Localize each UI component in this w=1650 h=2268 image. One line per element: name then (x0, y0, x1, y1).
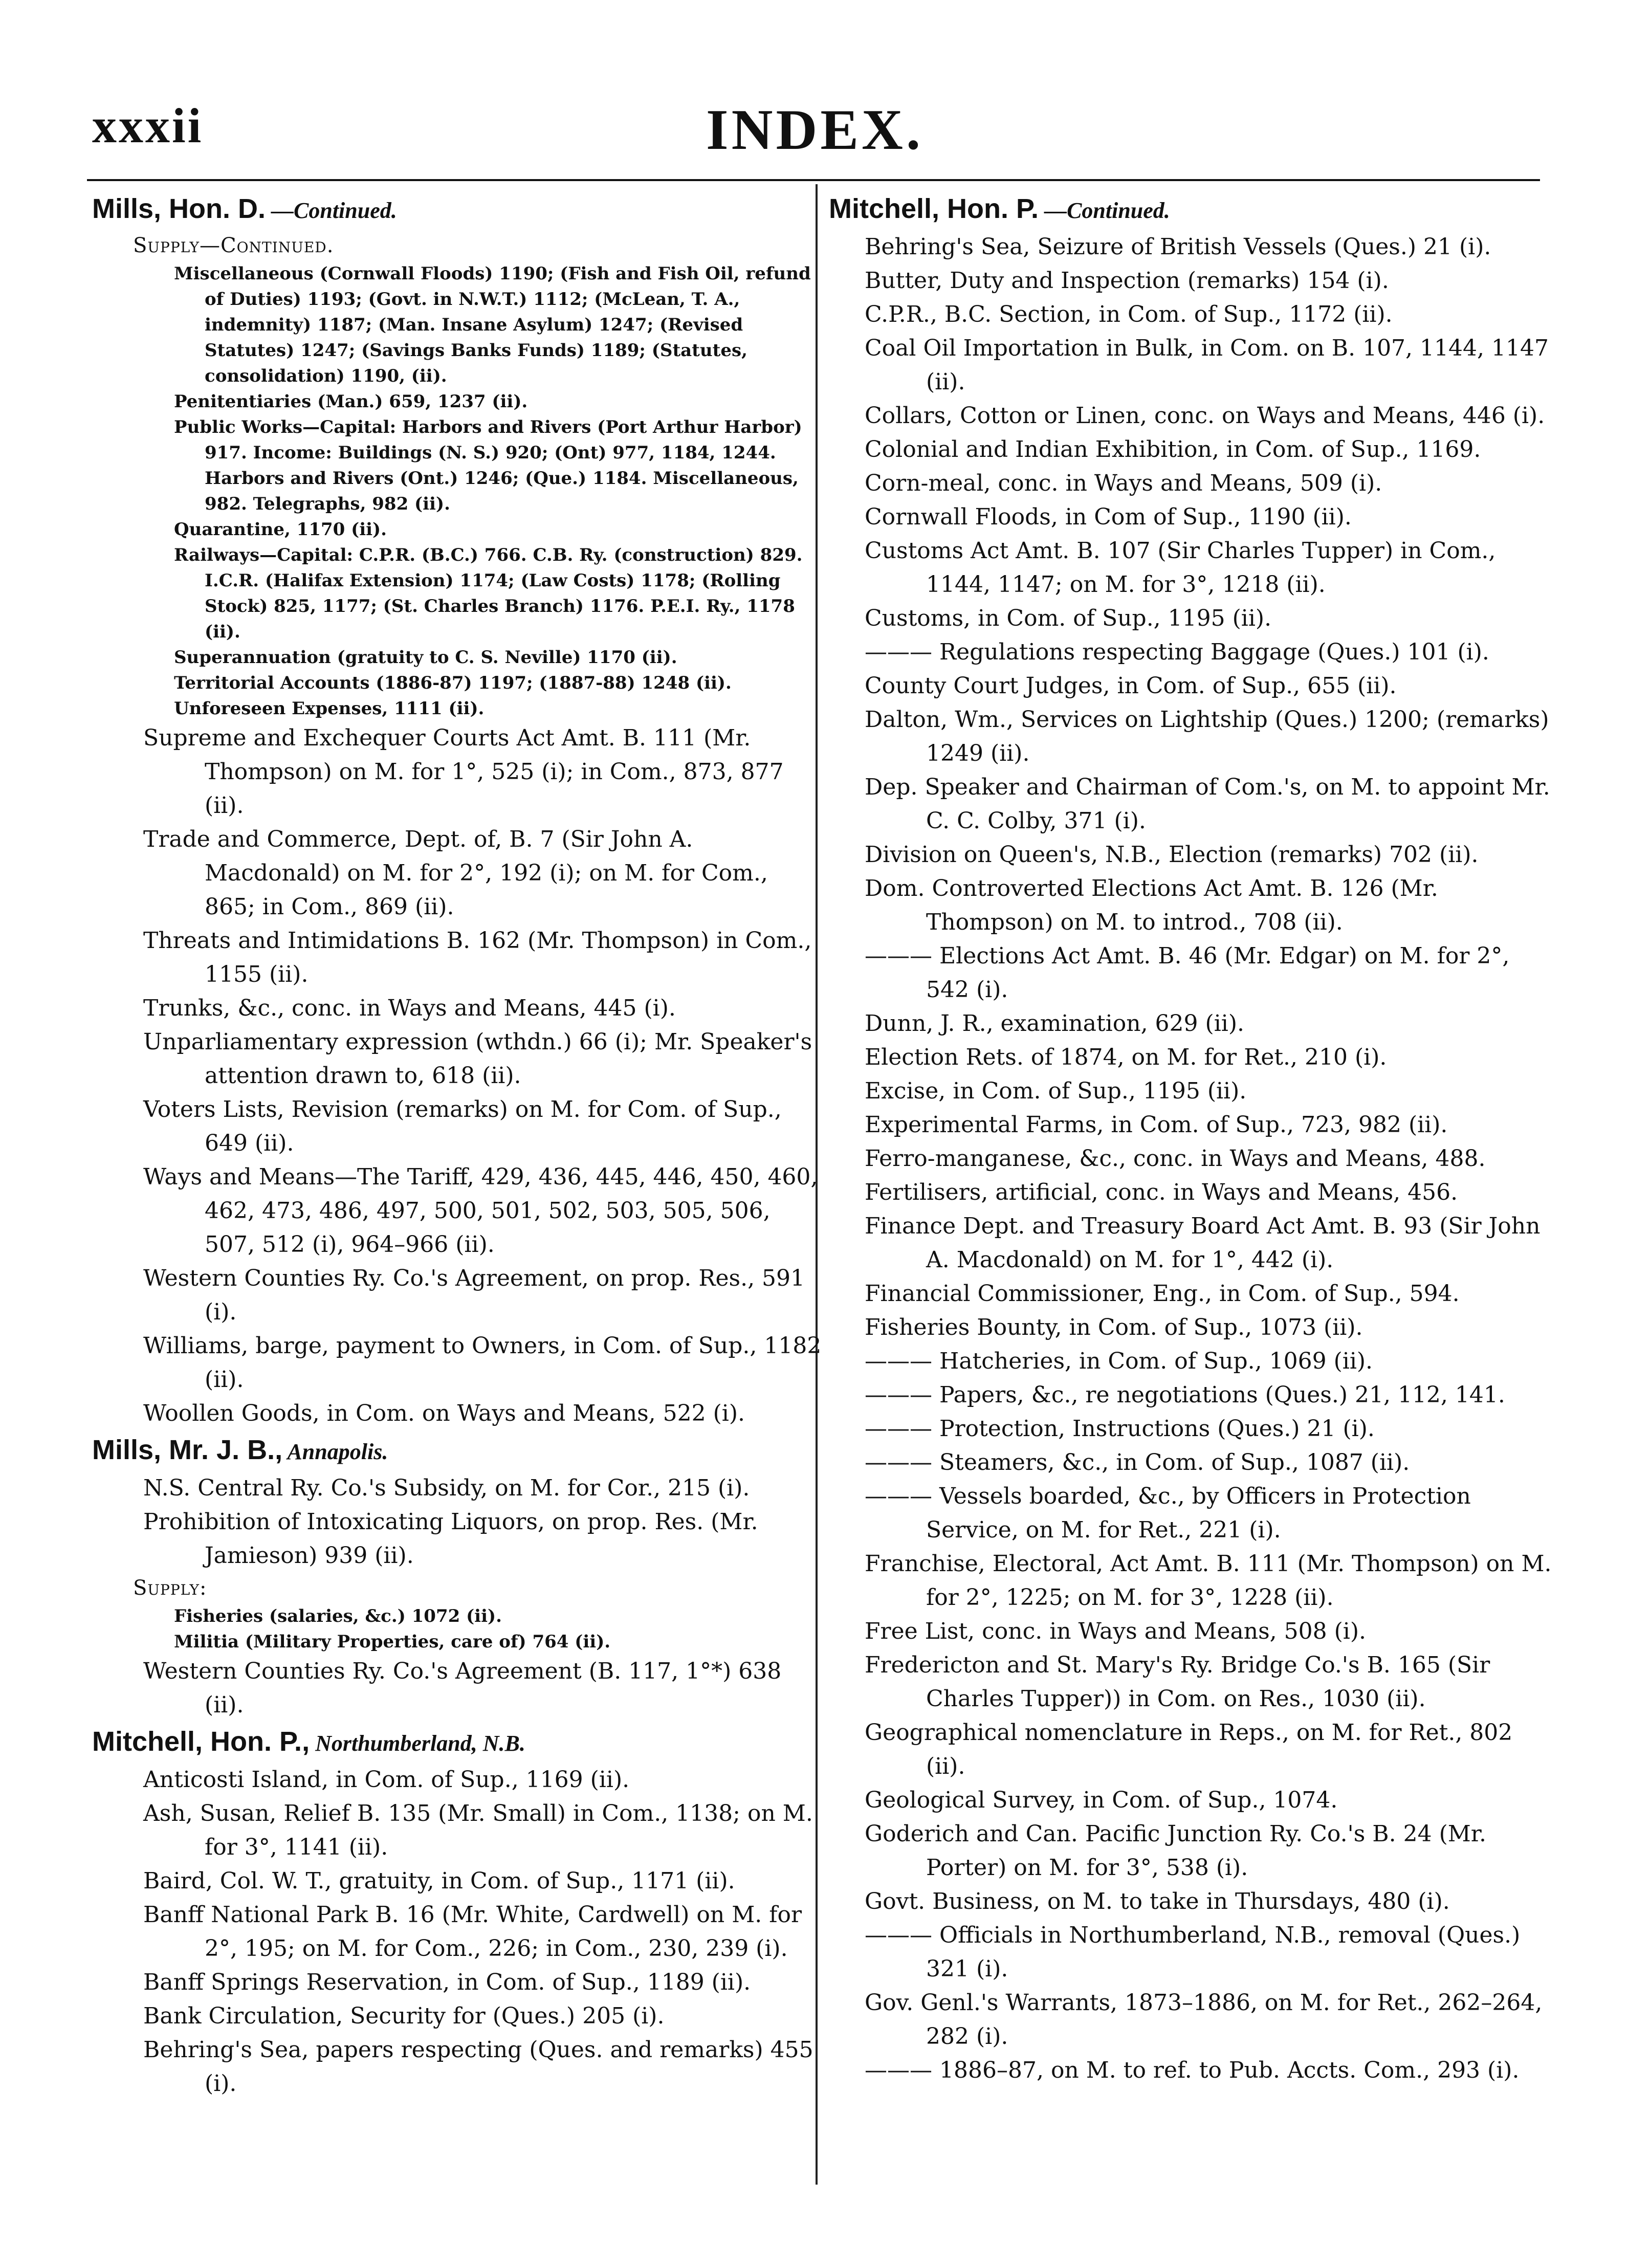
index-entry: Gov. Genl.'s Warrants, 1873–1886, on M. for Ret., 262–264, 282 (i). (865, 1990, 1543, 2050)
index-entry: Bank Circulation, Security for (Ques.) 205 (i). (143, 2003, 665, 2029)
heading-qualifier: Annapolis. (282, 1439, 388, 1464)
index-entry: Threats and Intimidations B. 162 (Mr. Thompson) in Com., 1155 (ii). (143, 928, 812, 987)
index-entry: Dalton, Wm., Services on Lightship (Ques.) 1200; (remarks) 1249 (ii). (865, 707, 1549, 766)
index-entry: Ferro-manganese, &c., conc. in Ways and Means, 488. (865, 1146, 1486, 1172)
index-entry: Customs, in Com. of Sup., 1195 (ii). (865, 605, 1272, 631)
index-entry: Customs Act Amt. B. 107 (Sir Charles Tupper) in Com., 1144, 1147; on M. for 3°, 1218 (ii). (865, 538, 1496, 598)
page-title: INDEX. (706, 98, 923, 162)
heading-name: Mills, Mr. J. B., (92, 1435, 283, 1465)
index-entry: Collars, Cotton or Linen, conc. on Ways and Means, 446 (i). (865, 403, 1545, 429)
index-entry: Excise, in Com. of Sup., 1195 (ii). (865, 1078, 1247, 1104)
index-entry: Voters Lists, Revision (remarks) on M. for Com. of Sup., 649 (ii). (143, 1096, 782, 1156)
index-heading (829, 190, 1555, 229)
index-heading (92, 190, 824, 229)
index-entry: Experimental Farms, in Com. of Sup., 723, 982 (ii). (865, 1112, 1448, 1138)
index-entry: Financial Commissioner, Eng., in Com. of Sup., 594. (865, 1281, 1460, 1307)
index-entry: Ways and Means—The Tariff, 429, 436, 445, 446, 450, 460, 462, 473, 486, 497, 500, 501, 502, 503, 505, 506, 507, 512 (i), 964–966 (ii). (143, 1164, 818, 1258)
index-entry: Behring's Sea, papers respecting (Ques. and remarks) 455 (i). (143, 2037, 813, 2097)
right-column (829, 189, 1555, 2087)
heading-name: Mills, Hon. D. (92, 193, 266, 224)
index-entry: Western Counties Ry. Co.'s Agreement, on prop. Res., 591 (i). (143, 1265, 805, 1325)
heading-qualifier: —Continued. (1039, 198, 1170, 223)
supply-subentry: Superannuation (gratuity to C. S. Neville) 1170 (ii). (174, 647, 677, 668)
supply-subentry: Quarantine, 1170 (ii). (174, 519, 387, 540)
heading-qualifier: —Continued. (266, 198, 397, 223)
index-entry: Ash, Susan, Relief B. 135 (Mr. Small) in Com., 1138; on M. for 3°, 1141 (ii). (143, 1800, 813, 1860)
page-number: xxxii (92, 98, 204, 153)
index-entry: Dom. Controverted Elections Act Amt. B. 126 (Mr. Thompson) on M. to introd., 708 (ii). (865, 875, 1438, 935)
heading-qualifier: Northumberland, N.B. (310, 1731, 525, 1756)
index-entry-continued: ——— Papers, &c., re negotiations (Ques.) 21, 112, 141. (829, 1378, 1555, 1412)
index-entry-continued: ——— Hatcheries, in Com. of Sup., 1069 (ii). (829, 1345, 1555, 1378)
index-entry-continued: ——— Steamers, &c., in Com. of Sup., 1087 (ii). (829, 1446, 1555, 1480)
index-entry-continued: ——— Protection, Instructions (Ques.) 21 (i). (829, 1412, 1555, 1446)
index-entry: C.P.R., B.C. Section, in Com. of Sup., 1172 (ii). (865, 301, 1393, 327)
index-entry: Division on Queen's, N.B., Election (remarks) 702 (ii). (865, 842, 1479, 868)
left-column (92, 189, 824, 2101)
supply-subentry: Penitentiaries (Man.) 659, 1237 (ii). (174, 391, 528, 412)
index-entry: Fisheries Bounty, in Com. of Sup., 1073 (ii). (865, 1314, 1363, 1340)
index-entry: N.S. Central Ry. Co.'s Subsidy, on M. for Cor., 215 (i). (143, 1475, 750, 1501)
index-entry: Prohibition of Intoxicating Liquors, on prop. Res. (Mr. Jamieson) 939 (ii). (143, 1509, 758, 1569)
supply-subentry: Militia (Military Properties, care of) 764 (ii). (174, 1632, 611, 1652)
index-entry-continued: ——— Elections Act Amt. B. 46 (Mr. Edgar) on M. for 2°, 542 (i). (829, 939, 1555, 1007)
supply-subentry: Unforeseen Expenses, 1111 (ii). (174, 698, 485, 719)
index-entry: Geographical nomenclature in Reps., on M. for Ret., 802 (ii). (865, 1720, 1513, 1779)
index-entry: Election Rets. of 1874, on M. for Ret., 210 (i). (865, 1044, 1387, 1070)
index-entry: Fredericton and St. Mary's Ry. Bridge Co.'s B. 165 (Sir Charles Tupper)) in Com. on Res., 1030 (ii). (865, 1652, 1490, 1712)
index-entry: Geological Survey, in Com. of Sup., 1074. (865, 1787, 1338, 1813)
subsection-label: Supply—Continued. (133, 234, 334, 257)
index-entry-continued: ——— Officials in Northumberland, N.B., removal (Ques.) 321 (i). (829, 1919, 1555, 1986)
index-entry: County Court Judges, in Com. of Sup., 655 (ii). (865, 673, 1397, 699)
index-entry-continued: ——— 1886–87, on M. to ref. to Pub. Accts. Com., 293 (i). (829, 2054, 1555, 2087)
index-entry: Behring's Sea, Seizure of British Vessels (Ques.) 21 (i). (865, 234, 1491, 260)
index-heading (92, 1432, 824, 1470)
index-entry: Finance Dept. and Treasury Board Act Amt. B. 93 (Sir John A. Macdonald) on M. for 1°, 442 (i). (865, 1213, 1541, 1273)
index-entry: Free List, conc. in Ways and Means, 508 (i). (865, 1618, 1366, 1644)
index-entry: Anticosti Island, in Com. of Sup., 1169 (ii). (143, 1767, 630, 1793)
index-entry: Fertilisers, artificial, conc. in Ways and Means, 456. (865, 1179, 1458, 1205)
index-entry-continued: ——— Vessels boarded, &c., by Officers in Protection Service, on M. for Ret., 221 (i). (829, 1480, 1555, 1547)
index-entry: Franchise, Electoral, Act Amt. B. 111 (Mr. Thompson) on M. for 2°, 1225; on M. for 3°, 1228 (ii). (865, 1551, 1552, 1611)
supply-subentry: Fisheries (salaries, &c.) 1072 (ii). (174, 1606, 502, 1626)
header-rule (87, 179, 1540, 181)
heading-name: Mitchell, Hon. P. (829, 193, 1039, 224)
index-entry: Western Counties Ry. Co.'s Agreement (B. 117, 1°*) 638 (ii). (143, 1658, 782, 1718)
index-entry: Woollen Goods, in Com. on Ways and Means, 522 (i). (143, 1400, 745, 1426)
index-entry: Dunn, J. R., examination, 629 (ii). (865, 1010, 1244, 1037)
index-entry: Banff National Park B. 16 (Mr. White, Cardwell) on M. for 2°, 195; on M. for Com., 226; in Com., 230, 239 (i). (143, 1902, 802, 1962)
index-entry: Colonial and Indian Exhibition, in Com. of Sup., 1169. (865, 436, 1481, 463)
index-entry: Dep. Speaker and Chairman of Com.'s, on M. to appoint Mr. C. C. Colby, 371 (i). (865, 774, 1550, 834)
index-entry: Banff Springs Reservation, in Com. of Sup., 1189 (ii). (143, 1969, 751, 1995)
index-entry: Supreme and Exchequer Courts Act Amt. B. 111 (Mr. Thompson) on M. for 1°, 525 (i); in Com., 873, 877 (ii). (143, 725, 784, 819)
supply-subentry: Public Works—Capital: Harbors and Rivers (Port Arthur Harbor) 917. Income: Buildings (N. S.) 920; (Ont) 977, 1184, 1244. Harbors and Rivers (Ont.) 1246; (Que.) 1184. Miscellaneous, 982. Telegraphs, 982 (ii). (174, 417, 802, 514)
supply-subentry: Railways—Capital: C.P.R. (B.C.) 766. C.B. Ry. (construction) 829. I.C.R. (Halifax Extension) 1174; (Law Costs) 1178; (Rolling Stock) 825, 1177; (St. Charles Branch) 1176. P.E.I. Ry., 1178 (ii). (174, 545, 803, 642)
index-entry: Corn-meal, conc. in Ways and Means, 509 (i). (865, 470, 1382, 496)
index-heading (92, 1723, 824, 1762)
supply-subentry: Territorial Accounts (1886-87) 1197; (1887-88) 1248 (ii). (174, 673, 732, 693)
index-entry: Williams, barge, payment to Owners, in Com. of Sup., 1182 (ii). (143, 1333, 822, 1393)
heading-name: Mitchell, Hon. P., (92, 1726, 310, 1757)
index-entry: Cornwall Floods, in Com of Sup., 1190 (ii). (865, 504, 1352, 530)
index-entry: Butter, Duty and Inspection (remarks) 154 (i). (865, 268, 1389, 294)
index-entry: Govt. Business, on M. to take in Thursdays, 480 (i). (865, 1888, 1450, 1914)
index-entry: Baird, Col. W. T., gratuity, in Com. of Sup., 1171 (ii). (143, 1868, 735, 1894)
supply-subentry: Miscellaneous (Cornwall Floods) 1190; (Fish and Fish Oil, refund of Duties) 1193; (Govt. in N.W.T.) 1112; (McLean, T. A., indemnity) 1187; (Man. Insane Asylum) 1247; (Revised Statutes) 1247; (Savings Banks Funds) 1189; (Statutes, consolidation) 1190, (ii). (174, 263, 811, 386)
index-entry-continued: ——— Regulations respecting Baggage (Ques.) 101 (i). (829, 635, 1555, 669)
index-entry: Trade and Commerce, Dept. of, B. 7 (Sir John A. Macdonald) on M. for 2°, 192 (i); on M. for Com., 865; in Com., 869 (ii). (143, 826, 768, 920)
index-entry: Unparliamentary expression (wthdn.) 66 (i); Mr. Speaker's attention drawn to, 618 (ii). (143, 1029, 812, 1089)
subsection-label: Supply: (133, 1576, 207, 1600)
index-entry: Goderich and Can. Pacific Junction Ry. Co.'s B. 24 (Mr. Porter) on M. for 3°, 538 (i). (865, 1821, 1486, 1881)
index-entry: Trunks, &c., conc. in Ways and Means, 445 (i). (143, 995, 676, 1021)
index-entry: Coal Oil Importation in Bulk, in Com. on B. 107, 1144, 1147 (ii). (865, 335, 1549, 395)
